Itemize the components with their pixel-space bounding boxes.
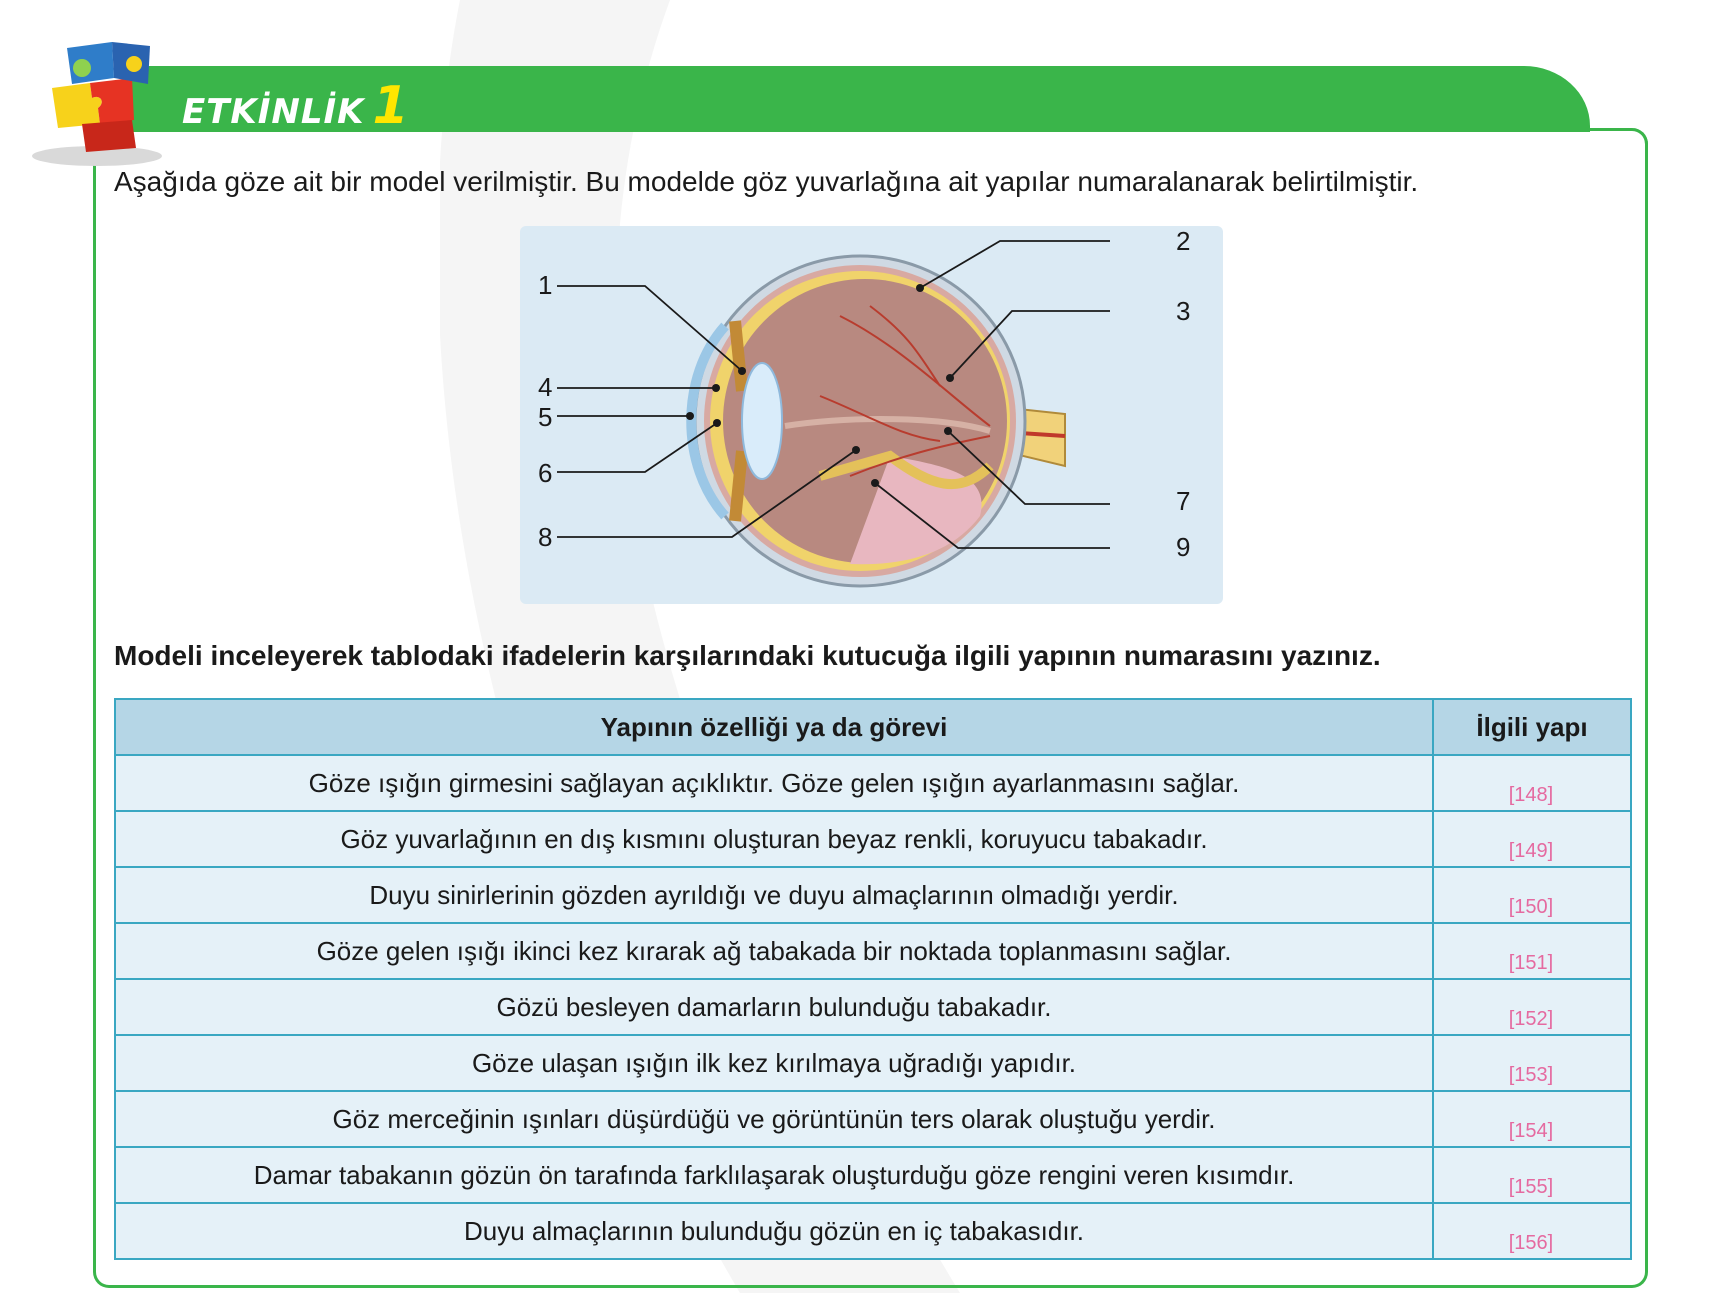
table-row [115, 1147, 1631, 1203]
activity-number: 1 [372, 76, 410, 136]
answer-placeholder: [148] [1508, 784, 1554, 806]
answer-box[interactable] [1433, 1147, 1631, 1203]
answer-placeholder: [149] [1508, 840, 1554, 862]
answer-box[interactable] [1433, 1035, 1631, 1091]
intro-text: Aşağıda göze ait bir model verilmiştir. Bu modelde göz yuvarlağına ait yapılar numaralanarak belirtilmiştir. [114, 166, 1419, 197]
instruction-text: Modeli inceleyerek tablodaki ifadelerin karşılarındaki kutucuğa ilgili yapının numarasını yazınız. [114, 640, 1381, 671]
row-description: Göze ulaşan ışığın ilk kez kırılmaya uğradığı yapıdır. [115, 1035, 1433, 1091]
header-description: Yapının özelliği ya da görevi [115, 699, 1433, 755]
answer-box[interactable] [1433, 755, 1631, 811]
table-row [115, 979, 1631, 1035]
answer-box[interactable] [1433, 923, 1631, 979]
row-description: Göz merceğinin ışınları düşürdüğü ve görüntünün ters olarak oluştuğu yerdir. [115, 1091, 1433, 1147]
label-5: 5 [538, 402, 553, 432]
table-row [115, 811, 1631, 867]
answer-box[interactable] [1433, 1091, 1631, 1147]
answer-box[interactable] [1433, 811, 1631, 867]
answer-placeholder: [153] [1508, 1064, 1554, 1086]
row-description: Göze gelen ışığı ikinci kez kırarak ağ tabakada bir noktada toplanmasını sağlar. [115, 923, 1433, 979]
answer-placeholder: [151] [1508, 952, 1554, 974]
label-3: 3 [1176, 296, 1191, 326]
answer-placeholder: [155] [1508, 1176, 1554, 1198]
puzzle-icon [22, 28, 172, 168]
label-2: 2 [1176, 226, 1191, 256]
label-1: 1 [538, 270, 553, 300]
answer-placeholder: [152] [1508, 1008, 1554, 1030]
answer-table [114, 698, 1632, 1260]
table-row [115, 1091, 1631, 1147]
table-row [115, 1203, 1631, 1259]
header-structure: İlgili yapı [1433, 699, 1631, 755]
eye-illustration [520, 226, 1223, 604]
table-row [115, 1035, 1631, 1091]
label-4: 4 [538, 372, 553, 402]
row-description: Göz yuvarlağının en dış kısmını oluşturan beyaz renkli, koruyucu tabakadır. [115, 811, 1433, 867]
table-row [115, 755, 1631, 811]
table-row [115, 867, 1631, 923]
answer-placeholder: [154] [1508, 1120, 1554, 1142]
answer-box[interactable] [1433, 979, 1631, 1035]
label-6: 6 [538, 458, 553, 488]
row-description: Duyu sinirlerinin gözden ayrıldığı ve duyu almaçlarının olmadığı yerdir. [115, 867, 1433, 923]
row-description: Duyu almaçlarının bulunduğu gözün en iç tabakasıdır. [115, 1203, 1433, 1259]
eye-diagram [520, 226, 1223, 604]
frame-corner [1580, 128, 1648, 158]
row-description: Gözü besleyen damarların bulunduğu tabakadır. [115, 979, 1433, 1035]
table-header-row [115, 699, 1631, 755]
label-8: 8 [538, 522, 553, 552]
row-description: Damar tabakanın gözün ön tarafında farklılaşarak oluşturduğu göze rengini veren kısımdır. [115, 1147, 1433, 1203]
answer-box[interactable] [1433, 867, 1631, 923]
row-description: Göze ışığın girmesini sağlayan açıklıktır. Göze gelen ışığın ayarlanmasını sağlar. [115, 755, 1433, 811]
table-row [115, 923, 1631, 979]
label-9: 9 [1176, 532, 1191, 562]
activity-label: ETKİNLİK [182, 92, 365, 132]
answer-placeholder: [150] [1508, 896, 1554, 918]
activity-title [182, 76, 410, 136]
label-7: 7 [1176, 486, 1191, 516]
answer-placeholder: [156] [1508, 1232, 1554, 1254]
answer-box[interactable] [1433, 1203, 1631, 1259]
